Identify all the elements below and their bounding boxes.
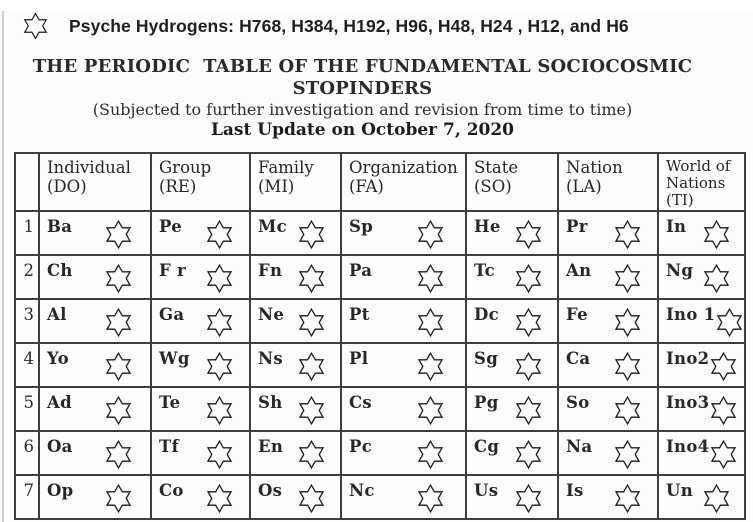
hexagram-star-icon: [514, 439, 543, 470]
element-symbol: Fn: [258, 261, 283, 280]
element-cell-content: [467, 212, 557, 254]
column-note: (RE): [159, 177, 197, 196]
element-cell: [341, 475, 466, 519]
hexagram-star-icon: [416, 351, 445, 386]
hexagram-star-icon: [205, 351, 234, 386]
element-symbol: Pl: [349, 349, 369, 368]
element-cell-content: [659, 432, 744, 474]
hexagram-star-icon: [104, 395, 133, 426]
column-header-world-of-nations: [658, 153, 745, 211]
element-cell: [39, 387, 151, 431]
element-cell: [250, 431, 341, 475]
hexagram-star-icon: [613, 439, 642, 470]
hexagram-star-icon: [613, 307, 642, 342]
table-header: [15, 153, 745, 211]
element-symbol: Sh: [258, 393, 283, 412]
element-symbol: F r: [159, 261, 187, 280]
document-subtitle: (Subjected to further investigation and revision from time to time): [92, 100, 633, 119]
hexagram-star-icon: [702, 263, 731, 294]
element-cell: [558, 387, 658, 431]
element-cell-content: [559, 388, 657, 430]
element-cell: [466, 255, 558, 299]
element-cell: [466, 387, 558, 431]
table-row: [15, 255, 745, 299]
element-symbol: Tf: [159, 437, 179, 456]
hexagram-star-icon: [205, 307, 234, 338]
element-symbol: Fe: [566, 305, 588, 324]
column-label: Group: [159, 158, 212, 177]
column-note: (LA): [566, 177, 602, 196]
column-header-nation: [558, 153, 658, 211]
element-cell-content: [152, 256, 249, 298]
hexagram-star-icon: [104, 483, 133, 518]
hexagram-star-icon: [205, 219, 234, 254]
document-title-line1: THE PERIODIC TABLE OF THE FUNDAMENTAL SOCIOCOSMIC: [32, 56, 693, 77]
element-cell-content: [40, 476, 150, 518]
element-symbol: Ad: [47, 393, 72, 412]
element-symbol: Mc: [258, 217, 287, 236]
hexagram-star-icon: [104, 219, 133, 254]
row-number: 4: [15, 343, 39, 387]
element-cell-content: [467, 300, 557, 342]
element-symbol: Nc: [349, 481, 375, 500]
hexagram-star-icon: [297, 263, 326, 294]
hexagram-star-icon: [702, 483, 731, 514]
hexagram-star-icon: [613, 351, 642, 382]
hexagram-star-icon: [702, 219, 731, 254]
element-cell-content: [559, 432, 657, 474]
document-title-line2: STOPINDERS: [292, 78, 433, 99]
column-note: (DO): [47, 177, 87, 196]
element-cell: [151, 431, 250, 475]
element-symbol: Ino4: [666, 437, 710, 456]
hexagram-star-icon: [22, 11, 49, 41]
element-cell: [250, 387, 341, 431]
hexagram-star-icon: [514, 219, 543, 254]
hexagram-star-icon: [416, 219, 445, 250]
element-cell: [151, 475, 250, 519]
hexagram-star-icon: [297, 219, 326, 254]
element-cell: [658, 431, 745, 475]
hexagram-star-icon: [297, 483, 326, 518]
hexagram-star-icon: [416, 395, 445, 430]
element-cell-content: [559, 212, 657, 254]
element-cell: [250, 299, 341, 343]
element-cell-content: [152, 388, 249, 430]
hexagram-star-icon: [709, 395, 738, 426]
hexagram-star-icon: [514, 395, 543, 430]
element-cell: [658, 387, 745, 431]
psyche-hydrogens-values: H768, H384, H192, H96, H48, H24 , H12, and H6: [239, 15, 629, 36]
psyche-hydrogens-text: [69, 16, 629, 37]
hexagram-star-icon: [416, 307, 445, 342]
element-cell: [558, 475, 658, 519]
hexagram-star-icon: [104, 307, 133, 338]
element-symbol: Ino3: [666, 393, 710, 412]
column-label: Individual: [47, 158, 131, 177]
hexagram-star-icon: [205, 439, 234, 474]
element-cell: [466, 211, 558, 255]
row-number: 7: [15, 475, 39, 519]
element-cell-content: [251, 212, 340, 254]
element-cell: [658, 343, 745, 387]
element-symbol: Pe: [159, 217, 183, 236]
element-cell: [341, 211, 466, 255]
element-cell: [250, 475, 341, 519]
element-cell: [558, 211, 658, 255]
element-symbol: Ba: [47, 217, 73, 236]
hexagram-star-icon: [104, 351, 133, 382]
psyche-hydrogens-line: [22, 11, 753, 41]
element-cell: [558, 299, 658, 343]
last-update-line: Last Update on October 7, 2020: [210, 120, 515, 140]
hexagram-star-icon: [205, 263, 234, 294]
column-label: World of Nations: [666, 157, 731, 192]
row-number: 2: [15, 255, 39, 299]
hexagram-star-icon: [514, 263, 543, 298]
hexagram-star-icon: [297, 439, 326, 474]
element-symbol: Pt: [349, 305, 370, 324]
hexagram-star-icon: [205, 395, 234, 430]
element-symbol: Wg: [159, 349, 190, 368]
element-symbol: Sg: [474, 349, 499, 368]
column-header-group: [151, 153, 250, 211]
element-cell-content: [40, 344, 150, 386]
hexagram-star-icon: [416, 307, 445, 338]
element-cell-content: [251, 300, 340, 342]
table-row: [15, 475, 745, 519]
element-symbol: Ns: [258, 349, 283, 368]
hexagram-star-icon: [416, 263, 445, 294]
element-symbol: He: [474, 217, 501, 236]
hexagram-star-icon: [104, 351, 133, 386]
element-symbol: Ino 1: [666, 305, 716, 324]
element-cell-content: [467, 432, 557, 474]
hexagram-star-icon: [514, 263, 543, 294]
hexagram-star-icon: [104, 395, 133, 430]
hexagram-star-icon: [297, 395, 326, 430]
element-symbol: Ng: [666, 261, 694, 280]
column-header-state: [466, 153, 558, 211]
element-cell-content: [342, 388, 465, 430]
element-cell-content: [467, 388, 557, 430]
element-cell: [341, 299, 466, 343]
psyche-hydrogens-label: Psyche Hydrogens:: [69, 15, 235, 36]
element-cell: [558, 343, 658, 387]
element-cell-content: [40, 432, 150, 474]
hexagram-star-icon: [715, 307, 744, 342]
element-symbol: Ga: [159, 305, 185, 324]
element-cell-content: [251, 388, 340, 430]
element-cell: [341, 387, 466, 431]
sociocosmic-stopinders-table: [14, 152, 746, 520]
element-cell: [151, 211, 250, 255]
column-note: (FA): [349, 177, 384, 196]
element-cell: [658, 255, 745, 299]
row-number: 5: [15, 387, 39, 431]
hexagram-star-icon: [297, 351, 326, 382]
hexagram-star-icon: [613, 395, 642, 430]
element-symbol: Un: [666, 481, 693, 500]
element-cell: [466, 431, 558, 475]
element-symbol: Pr: [566, 217, 588, 236]
element-symbol: Cs: [349, 393, 373, 412]
hexagram-star-icon: [702, 263, 731, 298]
element-symbol: Os: [258, 481, 283, 500]
element-symbol: Ch: [47, 261, 73, 280]
element-cell-content: [152, 344, 249, 386]
element-cell-content: [342, 212, 465, 254]
column-note: (MI): [258, 177, 295, 196]
element-cell: [466, 299, 558, 343]
hexagram-star-icon: [205, 219, 234, 250]
element-cell-content: [152, 300, 249, 342]
element-symbol: Is: [566, 481, 584, 500]
element-cell-content: [659, 212, 744, 254]
element-symbol: Cg: [474, 437, 500, 456]
element-cell-content: [251, 256, 340, 298]
column-note: (TI): [666, 191, 694, 209]
hexagram-star-icon: [104, 307, 133, 342]
element-symbol: Al: [47, 305, 67, 324]
element-symbol: Sp: [349, 217, 374, 236]
column-header-family: [250, 153, 341, 211]
hexagram-star-icon: [297, 395, 326, 426]
row-number: 1: [15, 211, 39, 255]
element-symbol: Yo: [47, 349, 69, 368]
element-cell-content: [342, 432, 465, 474]
element-cell: [658, 299, 745, 343]
hexagram-star-icon: [613, 263, 642, 294]
element-cell: [39, 299, 151, 343]
hexagram-star-icon: [205, 483, 234, 518]
hexagram-star-icon: [613, 395, 642, 426]
column-note: (SO): [474, 177, 512, 196]
hexagram-star-icon: [702, 219, 731, 250]
element-cell-content: [40, 212, 150, 254]
hexagram-star-icon: [297, 483, 326, 514]
hexagram-star-icon: [514, 395, 543, 426]
element-cell-content: [251, 432, 340, 474]
hexagram-star-icon: [297, 307, 326, 338]
hexagram-star-icon: [297, 219, 326, 250]
element-cell: [558, 255, 658, 299]
element-symbol: Us: [474, 481, 499, 500]
element-cell-content: [342, 476, 465, 518]
table-row: [15, 387, 745, 431]
element-cell-content: [467, 476, 557, 518]
row-number-column-header: [15, 153, 39, 211]
hexagram-star-icon: [715, 307, 744, 338]
hexagram-star-icon: [104, 439, 133, 470]
hexagram-star-icon: [514, 307, 543, 338]
element-symbol: Na: [566, 437, 593, 456]
hexagram-star-icon: [297, 307, 326, 342]
hexagram-star-icon: [104, 439, 133, 474]
hexagram-star-icon: [709, 351, 738, 386]
element-cell: [341, 343, 466, 387]
hexagram-star-icon: [709, 351, 738, 382]
element-cell: [151, 343, 250, 387]
hexagram-star-icon: [104, 219, 133, 250]
hexagram-star-icon: [205, 395, 234, 426]
element-cell-content: [152, 212, 249, 254]
column-header-individual: [39, 153, 151, 211]
element-cell-content: [467, 256, 557, 298]
hexagram-star-icon: [514, 351, 543, 382]
element-cell: [151, 299, 250, 343]
element-cell-content: [659, 344, 744, 386]
scanned-document-page: [0, 11, 753, 522]
element-symbol: Co: [159, 481, 184, 500]
row-number: 3: [15, 299, 39, 343]
element-cell: [39, 255, 151, 299]
element-cell-content: [40, 300, 150, 342]
hexagram-star-icon: [514, 307, 543, 342]
hexagram-star-icon: [416, 395, 445, 426]
element-symbol: So: [566, 393, 590, 412]
column-label: Family: [258, 158, 314, 177]
element-cell: [151, 387, 250, 431]
element-cell-content: [467, 344, 557, 386]
element-symbol: Pa: [349, 261, 373, 280]
element-cell-content: [40, 388, 150, 430]
element-cell: [250, 211, 341, 255]
hexagram-star-icon: [416, 483, 445, 518]
hexagram-star-icon: [297, 351, 326, 386]
hexagram-star-icon: [297, 439, 326, 470]
element-cell-content: [559, 476, 657, 518]
element-cell-content: [659, 388, 744, 430]
hexagram-star-icon: [514, 483, 543, 518]
element-cell: [151, 255, 250, 299]
element-cell: [658, 475, 745, 519]
table-row: [15, 343, 745, 387]
element-cell-content: [342, 344, 465, 386]
hexagram-star-icon: [709, 395, 738, 430]
element-cell-content: [152, 476, 249, 518]
element-symbol: Ca: [566, 349, 591, 368]
element-symbol: Ino2: [666, 349, 710, 368]
element-symbol: Op: [47, 481, 74, 500]
element-symbol: An: [566, 261, 592, 280]
hexagram-star-icon: [514, 439, 543, 474]
element-symbol: Pg: [474, 393, 499, 412]
element-cell: [250, 343, 341, 387]
element-cell: [39, 431, 151, 475]
hexagram-star-icon: [205, 307, 234, 342]
element-cell-content: [40, 256, 150, 298]
element-symbol: Ne: [258, 305, 285, 324]
element-cell-content: [559, 300, 657, 342]
hexagram-star-icon: [613, 483, 642, 514]
element-cell-content: [559, 344, 657, 386]
hexagram-star-icon: [709, 439, 738, 470]
element-symbol: Oa: [47, 437, 73, 456]
element-cell: [341, 431, 466, 475]
element-cell: [39, 343, 151, 387]
element-symbol: Pc: [349, 437, 373, 456]
hexagram-star-icon: [22, 11, 49, 41]
element-cell-content: [251, 344, 340, 386]
hexagram-star-icon: [416, 219, 445, 254]
table-row: [15, 299, 745, 343]
element-cell-content: [152, 432, 249, 474]
hexagram-star-icon: [514, 351, 543, 386]
hexagram-star-icon: [205, 483, 234, 514]
hexagram-star-icon: [104, 263, 133, 298]
table-body: [15, 211, 745, 519]
element-cell-content: [659, 300, 744, 342]
hexagram-star-icon: [613, 307, 642, 338]
hexagram-star-icon: [416, 351, 445, 382]
element-symbol: Tc: [474, 261, 496, 280]
scan-edge-artifact-line: [2, 11, 4, 522]
element-symbol: In: [666, 217, 687, 236]
row-number: 6: [15, 431, 39, 475]
hexagram-star-icon: [205, 351, 234, 382]
hexagram-star-icon: [709, 439, 738, 474]
element-cell: [39, 211, 151, 255]
column-label: Organization: [349, 158, 458, 177]
hexagram-star-icon: [613, 483, 642, 518]
hexagram-star-icon: [416, 439, 445, 474]
element-cell-content: [559, 256, 657, 298]
hexagram-star-icon: [702, 483, 731, 518]
element-cell: [39, 475, 151, 519]
hexagram-star-icon: [104, 483, 133, 514]
hexagram-star-icon: [416, 439, 445, 470]
hexagram-star-icon: [613, 351, 642, 386]
hexagram-star-icon: [297, 263, 326, 298]
element-cell: [466, 343, 558, 387]
element-cell-content: [659, 476, 744, 518]
element-symbol: En: [258, 437, 284, 456]
element-cell-content: [251, 476, 340, 518]
table-row: [15, 211, 745, 255]
element-cell: [250, 255, 341, 299]
element-cell: [558, 431, 658, 475]
column-header-organization: [341, 153, 466, 211]
column-label: State: [474, 158, 519, 177]
hexagram-star-icon: [514, 483, 543, 514]
hexagram-star-icon: [104, 263, 133, 294]
header-row: [15, 153, 745, 211]
element-cell-content: [342, 256, 465, 298]
element-symbol: Te: [159, 393, 181, 412]
element-cell: [658, 211, 745, 255]
document-titles: [0, 56, 753, 141]
element-cell: [466, 475, 558, 519]
hexagram-star-icon: [613, 263, 642, 298]
hexagram-star-icon: [514, 219, 543, 250]
hexagram-star-icon: [416, 483, 445, 514]
element-cell: [341, 255, 466, 299]
table-row: [15, 431, 745, 475]
hexagram-star-icon: [205, 439, 234, 470]
hexagram-star-icon: [416, 263, 445, 298]
hexagram-star-icon: [613, 219, 642, 254]
hexagram-star-icon: [613, 219, 642, 250]
element-cell-content: [342, 300, 465, 342]
column-label: Nation: [566, 158, 623, 177]
element-cell-content: [659, 256, 744, 298]
hexagram-star-icon: [613, 439, 642, 474]
hexagram-star-icon: [205, 263, 234, 298]
element-symbol: Dc: [474, 305, 499, 324]
